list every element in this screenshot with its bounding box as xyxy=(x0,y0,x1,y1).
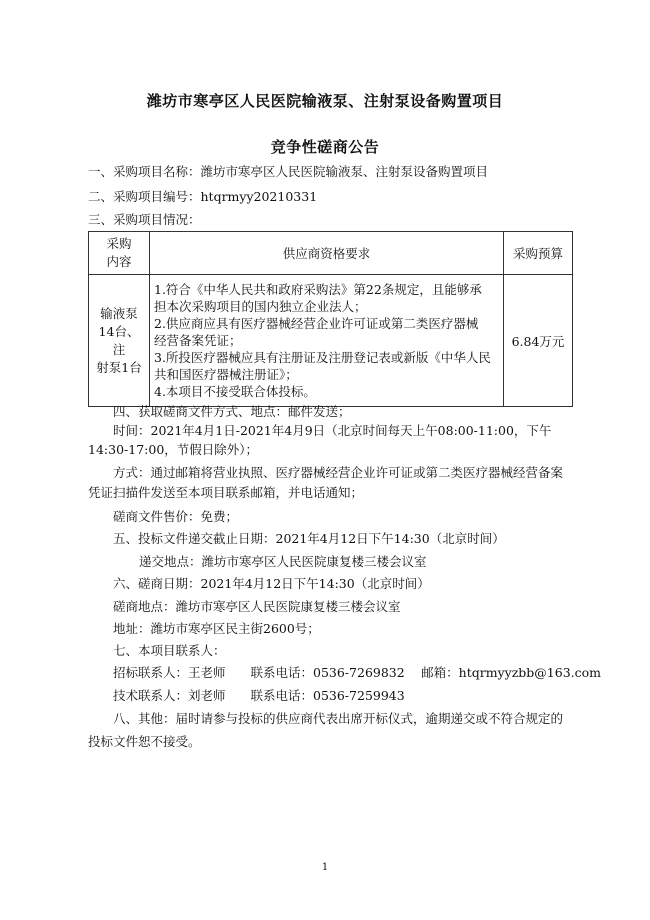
method-line-2: 凭证扫描件发送至本项目联系邮箱，并电话通知； xyxy=(88,485,364,500)
requirement-line: 1.符合《中华人民共和政府采购法》第22条规定，且能够承 xyxy=(154,282,482,297)
address: 地址：潍坊市寒亭区民主街2600号； xyxy=(113,621,320,636)
time-line-1: 时间：2021年4月1日-2021年4月9日（北京时间每天上午08:00-11:00，下午 xyxy=(113,423,552,438)
requirement-line: 担本次采购项目的国内独立企业法人； xyxy=(154,299,367,314)
time-line-2: 14:30-17:00，节假日除外）； xyxy=(88,442,259,457)
section-4-heading: 四、获取磋商文件方式、地点：邮件发送； xyxy=(113,404,351,419)
section-8-line-2: 投标文件恕不接受。 xyxy=(88,734,201,749)
requirement-line: 共和国医疗器械注册证》； xyxy=(154,367,298,382)
contact-technical: 技术联系人：刘老师 联系电话：0536-7259943 xyxy=(113,688,405,703)
contact-tender: 招标联系人：王老师 联系电话：0536-7269832 邮箱：htqrmyyzbb@163.com xyxy=(113,665,602,680)
page-number: 1 xyxy=(321,862,329,873)
method-line-1: 方式：通过邮箱将营业执照、医疗器械经营企业许可证或第二类医疗器械经营备案 xyxy=(113,465,564,480)
header-content xyxy=(89,232,150,275)
submission-location: 递交地点：潍坊市寒亭区人民医院康复楼三楼会议室 xyxy=(139,554,427,569)
cell-budget: 6.84万元 xyxy=(504,275,573,407)
section-6-date: 六、磋商日期：2021年4月12日下午14:30（北京时间） xyxy=(113,576,430,591)
document-price: 磋商文件售价：免费； xyxy=(113,509,239,524)
requirement-line: 2.供应商应具有医疗器械经营企业许可证或第二类医疗器械 xyxy=(154,316,479,331)
negotiation-location: 磋商地点：潍坊市寒亭区人民医院康复楼三楼会议室 xyxy=(113,599,401,614)
table-row xyxy=(89,275,573,407)
cell-content-line2: 14台、注 xyxy=(98,323,140,357)
table-header-row xyxy=(89,232,573,275)
requirement-line: 3.所投医疗器械应具有注册证及注册登记表或新版《中华人民 xyxy=(154,350,491,365)
project-info-heading: 三、采购项目情况： xyxy=(88,212,201,227)
section-7-heading: 七、本项目联系人： xyxy=(113,643,226,658)
header-requirements: 供应商资格要求 xyxy=(150,232,504,275)
project-number: 二、采购项目编号：htqrmyy20210331 xyxy=(88,189,318,204)
requirement-line: 4.本项目不接受联合体投标。 xyxy=(154,384,316,399)
document-title: 潍坊市寒亭区人民医院输液泵、注射泵设备购置项目 xyxy=(146,92,504,110)
requirements-table xyxy=(88,231,573,407)
cell-content-line3: 射泵1台 xyxy=(96,359,142,375)
cell-content xyxy=(89,275,150,407)
cell-content-line1: 输液泵 xyxy=(100,305,138,321)
header-content-line2: 内容 xyxy=(106,254,132,269)
header-budget: 采购预算 xyxy=(504,232,573,275)
requirement-line: 经营备案凭证； xyxy=(154,333,242,348)
section-8-line-1: 八、其他：届时请参与投标的供应商代表出席开标仪式，逾期递交或不符合规定的 xyxy=(113,711,564,726)
project-name: 一、采购项目名称：潍坊市寒亭区人民医院输液泵、注射泵设备购置项目 xyxy=(88,164,489,179)
cell-requirements xyxy=(150,275,504,407)
document-subtitle: 竞争性磋商公告 xyxy=(270,138,380,156)
section-5-deadline: 五、投标文件递交截止日期：2021年4月12日下午14:30（北京时间） xyxy=(113,531,505,546)
header-content-line1: 采购 xyxy=(106,236,132,251)
